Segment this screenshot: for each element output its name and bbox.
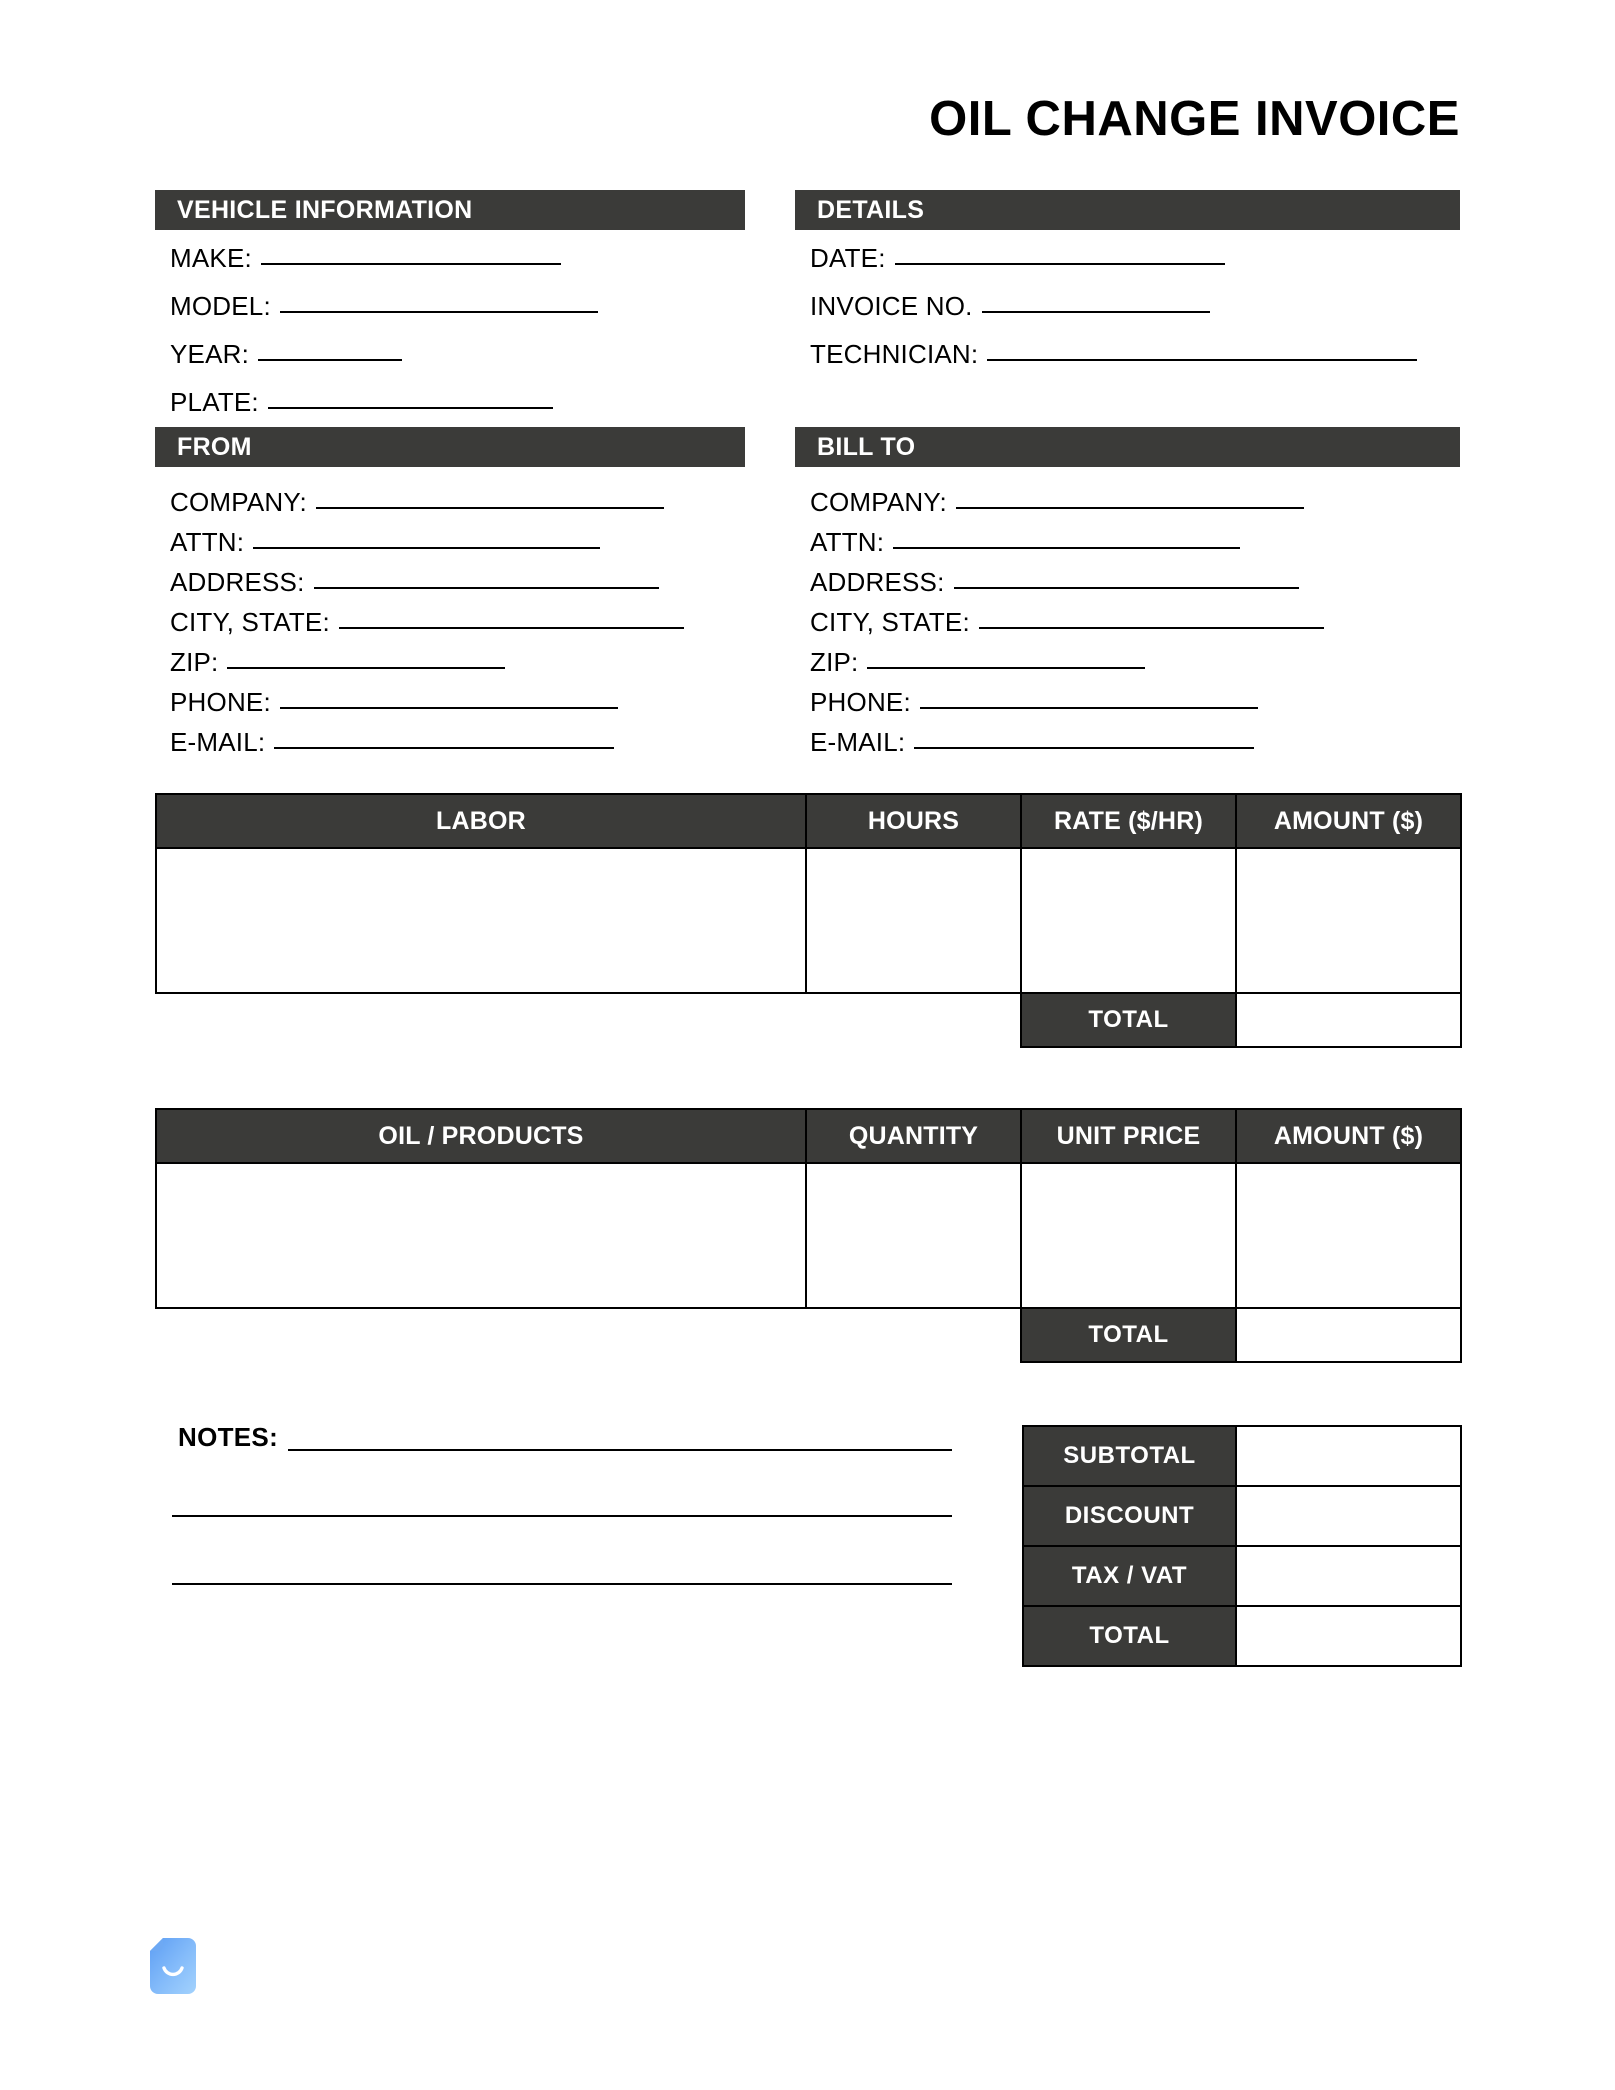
from-city-state-label: CITY, STATE: [170,607,330,637]
products-cell-quantity[interactable] [806,1163,1021,1308]
summary-value-subtotal[interactable] [1236,1426,1461,1486]
from-company-input[interactable] [316,507,664,509]
summary-label-total: TOTAL [1023,1606,1236,1666]
products-col-quantity: QUANTITY [806,1109,1021,1163]
from-field-phone [170,689,618,715]
field-invoice-no-label: INVOICE NO. [810,291,973,321]
field-year-input[interactable] [258,359,402,361]
bill-to-field-email [810,729,1254,755]
from-field-email [170,729,614,755]
summary-row-tax-vat [1023,1546,1461,1606]
labor-total-label: TOTAL [1021,993,1236,1047]
summary-row-subtotal [1023,1426,1461,1486]
notes-line-3[interactable] [172,1583,952,1585]
field-technician [810,341,1417,367]
labor-total-spacer-1 [156,993,806,1047]
from-field-attn [170,529,600,555]
bill-to-city-state-label: CITY, STATE: [810,607,970,637]
summary-row-total [1023,1606,1461,1666]
summary-value-discount[interactable] [1236,1486,1461,1546]
from-city-state-input[interactable] [339,627,684,629]
field-date [810,245,1225,271]
bill-to-phone-input[interactable] [920,707,1258,709]
from-attn-input[interactable] [253,547,600,549]
field-model-label: MODEL: [170,291,271,321]
summary-row-discount [1023,1486,1461,1546]
from-field-city-state [170,609,684,635]
products-cell-amount[interactable] [1236,1163,1461,1308]
from-field-address [170,569,659,595]
labor-cell-hours[interactable] [806,848,1021,993]
labor-total-value[interactable] [1236,993,1461,1047]
from-header [155,427,745,467]
from-zip-label: ZIP: [170,647,219,677]
from-phone-label: PHONE: [170,687,271,717]
products-table [155,1108,1462,1363]
field-year-label: YEAR: [170,339,250,369]
field-make-input[interactable] [261,263,561,265]
labor-cell-amount[interactable] [1236,848,1461,993]
summary-label-discount: DISCOUNT [1023,1486,1236,1546]
field-model-input[interactable] [280,311,598,313]
bill-to-zip-label: ZIP: [810,647,859,677]
bill-to-heading: BILL TO [817,432,916,461]
from-company-label: COMPANY: [170,487,307,517]
summary-value-total[interactable] [1236,1606,1461,1666]
products-table-row [156,1163,1461,1308]
from-email-label: E-MAIL: [170,727,266,757]
document-smile-logo-icon [150,1938,196,1994]
from-zip-input[interactable] [227,667,505,669]
field-plate-label: PLATE: [170,387,259,417]
products-total-value[interactable] [1236,1308,1461,1362]
labor-cell-rate[interactable] [1021,848,1236,993]
from-email-input[interactable] [274,747,614,749]
summary-label-subtotal: SUBTOTAL [1023,1426,1236,1486]
from-heading: FROM [177,432,252,461]
products-total-spacer-2 [806,1308,1021,1362]
notes-label: NOTES: [178,1422,279,1452]
field-make [170,245,561,271]
notes-line-2[interactable] [172,1515,952,1517]
bill-to-attn-input[interactable] [893,547,1240,549]
products-cell-description[interactable] [156,1163,806,1308]
from-attn-label: ATTN: [170,527,245,557]
products-total-spacer-1 [156,1308,806,1362]
labor-table [155,793,1462,1048]
from-phone-input[interactable] [280,707,618,709]
page-title: OIL CHANGE INVOICE [929,92,1460,146]
labor-col-amount: AMOUNT ($) [1236,794,1461,848]
bill-to-phone-label: PHONE: [810,687,911,717]
products-col-amount: AMOUNT ($) [1236,1109,1461,1163]
products-total-row [156,1308,1461,1362]
from-field-company [170,489,664,515]
bill-to-attn-label: ATTN: [810,527,885,557]
bill-to-company-input[interactable] [956,507,1304,509]
bill-to-field-phone [810,689,1258,715]
bill-to-field-city-state [810,609,1324,635]
notes-line-1[interactable] [288,1449,952,1451]
products-total-label: TOTAL [1021,1308,1236,1362]
bill-to-city-state-input[interactable] [979,627,1324,629]
labor-total-row [156,993,1461,1047]
bill-to-field-attn [810,529,1240,555]
field-model [170,293,598,319]
bill-to-address-label: ADDRESS: [810,567,945,597]
field-invoice-no-input[interactable] [982,311,1210,313]
field-invoice-no [810,293,1210,319]
bill-to-email-label: E-MAIL: [810,727,906,757]
bill-to-header [795,427,1460,467]
products-table-header-row [156,1109,1461,1163]
bill-to-field-address [810,569,1299,595]
field-make-label: MAKE: [170,243,252,273]
labor-col-labor: LABOR [156,794,806,848]
summary-table [1022,1425,1462,1667]
details-header [795,190,1460,230]
bill-to-field-company [810,489,1304,515]
labor-col-rate: RATE ($/HR) [1021,794,1236,848]
bill-to-company-label: COMPANY: [810,487,947,517]
products-col-unit-price: UNIT PRICE [1021,1109,1236,1163]
bill-to-zip-input[interactable] [867,667,1145,669]
details-heading: DETAILS [817,195,925,224]
field-year [170,341,402,367]
field-technician-label: TECHNICIAN: [810,339,979,369]
products-col-products: OIL / PRODUCTS [156,1109,806,1163]
field-technician-input[interactable] [987,359,1417,361]
labor-table-row [156,848,1461,993]
labor-col-hours: HOURS [806,794,1021,848]
bill-to-email-input[interactable] [914,747,1254,749]
labor-cell-description[interactable] [156,848,806,993]
field-plate-input[interactable] [268,407,553,409]
vehicle-information-heading: VEHICLE INFORMATION [177,195,473,224]
vehicle-information-header [155,190,745,230]
from-address-input[interactable] [314,587,659,589]
labor-total-spacer-2 [806,993,1021,1047]
products-cell-unit-price[interactable] [1021,1163,1236,1308]
field-date-input[interactable] [895,263,1225,265]
summary-value-tax-vat[interactable] [1236,1546,1461,1606]
labor-table-header-row [156,794,1461,848]
summary-label-tax-vat: TAX / VAT [1023,1546,1236,1606]
field-plate [170,389,553,415]
bill-to-field-zip [810,649,1145,675]
from-address-label: ADDRESS: [170,567,305,597]
from-field-zip [170,649,505,675]
field-date-label: DATE: [810,243,886,273]
bill-to-address-input[interactable] [954,587,1299,589]
